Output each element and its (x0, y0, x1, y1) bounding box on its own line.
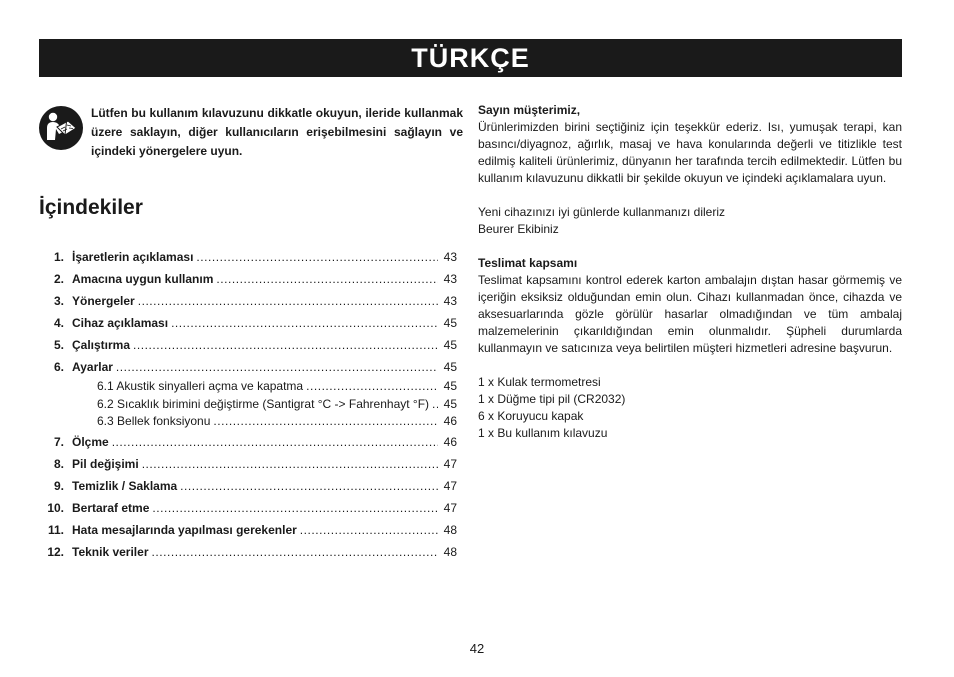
toc-item-title: Ölçme (72, 434, 109, 449)
page-number: 42 (469, 641, 485, 656)
toc-item (39, 334, 457, 356)
toc-item-title: Hata mesajlarında yapılması gerekenler (72, 522, 297, 537)
toc-item-title: Pil değişimi (72, 456, 139, 471)
toc-item-page: 43 (443, 250, 457, 264)
spacer (478, 238, 902, 255)
page-header-bar (39, 39, 902, 77)
toc-subitem-title: 6.1 Akustik sinyalleri açma ve kapatma (97, 379, 304, 393)
toc-subitem (39, 396, 457, 414)
language-title: TÜRKÇE (411, 43, 530, 73)
toc-item-number: 12. (47, 544, 64, 559)
toc-item-page: 47 (443, 500, 457, 515)
toc-item-title: Ayarlar (72, 360, 113, 374)
toc-leader-dots (213, 413, 438, 431)
toc-item-number: 10. (47, 500, 64, 515)
toc-item (39, 268, 457, 290)
toc-item-page: 45 (443, 338, 457, 352)
toc-item (39, 475, 457, 497)
delivery-item: 6 x Koruyucu kapak (478, 409, 584, 423)
toc-subitem (39, 378, 457, 396)
toc-subitem (39, 413, 457, 431)
toc-item-title: Çalıştırma (72, 338, 131, 352)
toc-leader-dots (112, 431, 438, 453)
toc-item-number: 1. (53, 250, 64, 264)
spacer (478, 187, 902, 204)
toc-item-title: Amacına uygun kullanım (72, 272, 214, 286)
intro-text: Lütfen bu kullanım kılavuzunu dikkatle okuyun, ileride kullanmak üzere saklayın, diğer kullanıcıların erişebilmesini sağlayın ve içindeki yönergelere uyun. (91, 106, 463, 158)
toc-leader-dots (138, 290, 438, 312)
toc-leader-dots (306, 378, 438, 396)
toc-item-page: 45 (443, 316, 457, 330)
toc-leader-dots (432, 396, 438, 414)
delivery-item: 1 x Kulak termometresi (478, 375, 601, 389)
toc-item-number: 3. (53, 294, 64, 308)
toc-item-page: 45 (443, 396, 457, 411)
toc-item-page: 43 (443, 272, 457, 286)
toc-leader-dots (152, 497, 438, 519)
toc-item (39, 497, 457, 519)
toc-item (39, 246, 457, 268)
toc-item-number: 4. (53, 316, 64, 330)
toc-item-page: 47 (443, 478, 457, 493)
toc-leader-dots (116, 356, 438, 378)
toc-item-title: İşaretlerin açıklaması (72, 250, 194, 264)
welcome-column (478, 102, 902, 442)
toc-item-number: 2. (53, 272, 64, 286)
read-manual-icon (39, 106, 83, 150)
spacer (478, 357, 902, 374)
toc-item-page: 48 (443, 522, 457, 537)
toc-item-number: 5. (53, 338, 64, 352)
toc-leader-dots (180, 475, 438, 497)
toc-item-title: Temizlik / Saklama (72, 478, 178, 493)
toc-leader-dots (300, 519, 438, 541)
signature: Beurer Ekibiniz (478, 222, 559, 236)
delivery-item: 1 x Bu kullanım kılavuzu (478, 426, 608, 440)
toc-item-title: Cihaz açıklaması (72, 316, 169, 330)
table-of-contents (39, 246, 457, 563)
toc-item-title: Yönergeler (72, 294, 135, 308)
welcome-text: Ürünlerimizden birini seçtiğiniz için teşekkür ederiz. Isı, yumuşak terapi, kan basıncı/diyagnoz, ağırlık, masaj ve hava konularında değerli ve titizlikle test edilmiş kaliteli ürünlerimiz, dünyanın her tarafında tercih edilmektedir. Lütfen bu kullanım kılavuzunu dikkatli bir şekilde okuyun ve içindeki açıklamalara uyun. (478, 120, 902, 185)
toc-heading: İçindekiler (39, 196, 143, 219)
toc-item (39, 431, 457, 453)
toc-subitem-title: 6.3 Bellek fonksiyonu (97, 414, 211, 428)
toc-item-page: 45 (443, 360, 457, 374)
toc-item-number: 8. (53, 456, 64, 471)
wish-text: Yeni cihazınızı iyi günlerde kullanmanızı dileriz (478, 205, 726, 219)
toc-item (39, 312, 457, 334)
toc-item-page: 45 (443, 379, 457, 393)
toc-item (39, 453, 457, 475)
delivery-item: 1 x Düğme tipi pil (CR2032) (478, 392, 626, 406)
toc-item-number: 9. (53, 478, 64, 493)
toc-item-page: 47 (443, 456, 457, 471)
toc-item (39, 519, 457, 541)
toc-item-page: 48 (443, 544, 457, 559)
greeting: Sayın müşterimiz, (478, 103, 581, 117)
toc-item-page: 43 (443, 294, 457, 308)
toc-item (39, 541, 457, 563)
toc-item (39, 290, 457, 312)
toc-item-title: Teknik veriler (72, 544, 149, 559)
toc-leader-dots (196, 246, 438, 268)
toc-item-number: 7. (53, 434, 64, 449)
toc-item-title: Bertaraf etme (72, 500, 150, 515)
toc-leader-dots (152, 541, 439, 563)
toc-item-page: 46 (443, 414, 457, 428)
toc-leader-dots (142, 453, 438, 475)
toc-leader-dots (133, 334, 438, 356)
toc-subitem-title: 6.2 Sıcaklık birimini değiştirme (Santigrat °C -> Fahrenhayt °F) (97, 396, 430, 411)
toc-item (39, 356, 457, 378)
toc-leader-dots (171, 312, 438, 334)
toc-item-number: 11. (47, 522, 64, 537)
toc-item-page: 46 (443, 434, 457, 449)
delivery-text: Teslimat kapsamını kontrol ederek karton ambalajın dıştan hasar görmemiş ve içeriğin eksiksiz olduğundan emin olun. Cihazı kullanmadan önce, cihazda ve aksesuarlarında gözle görülür hasarlar olmadığından ve tüm ambalaj malzemelerinin çıkarıldığından emin olunmalıdır. Şüpheli durumlarda kullanmayın ve satıcınıza veya belirtilen müşteri hizmetleri adresine başvurun. (478, 273, 902, 355)
delivery-heading: Teslimat kapsamı (478, 256, 578, 270)
toc-leader-dots (216, 268, 438, 290)
toc-item-number: 6. (53, 360, 64, 374)
